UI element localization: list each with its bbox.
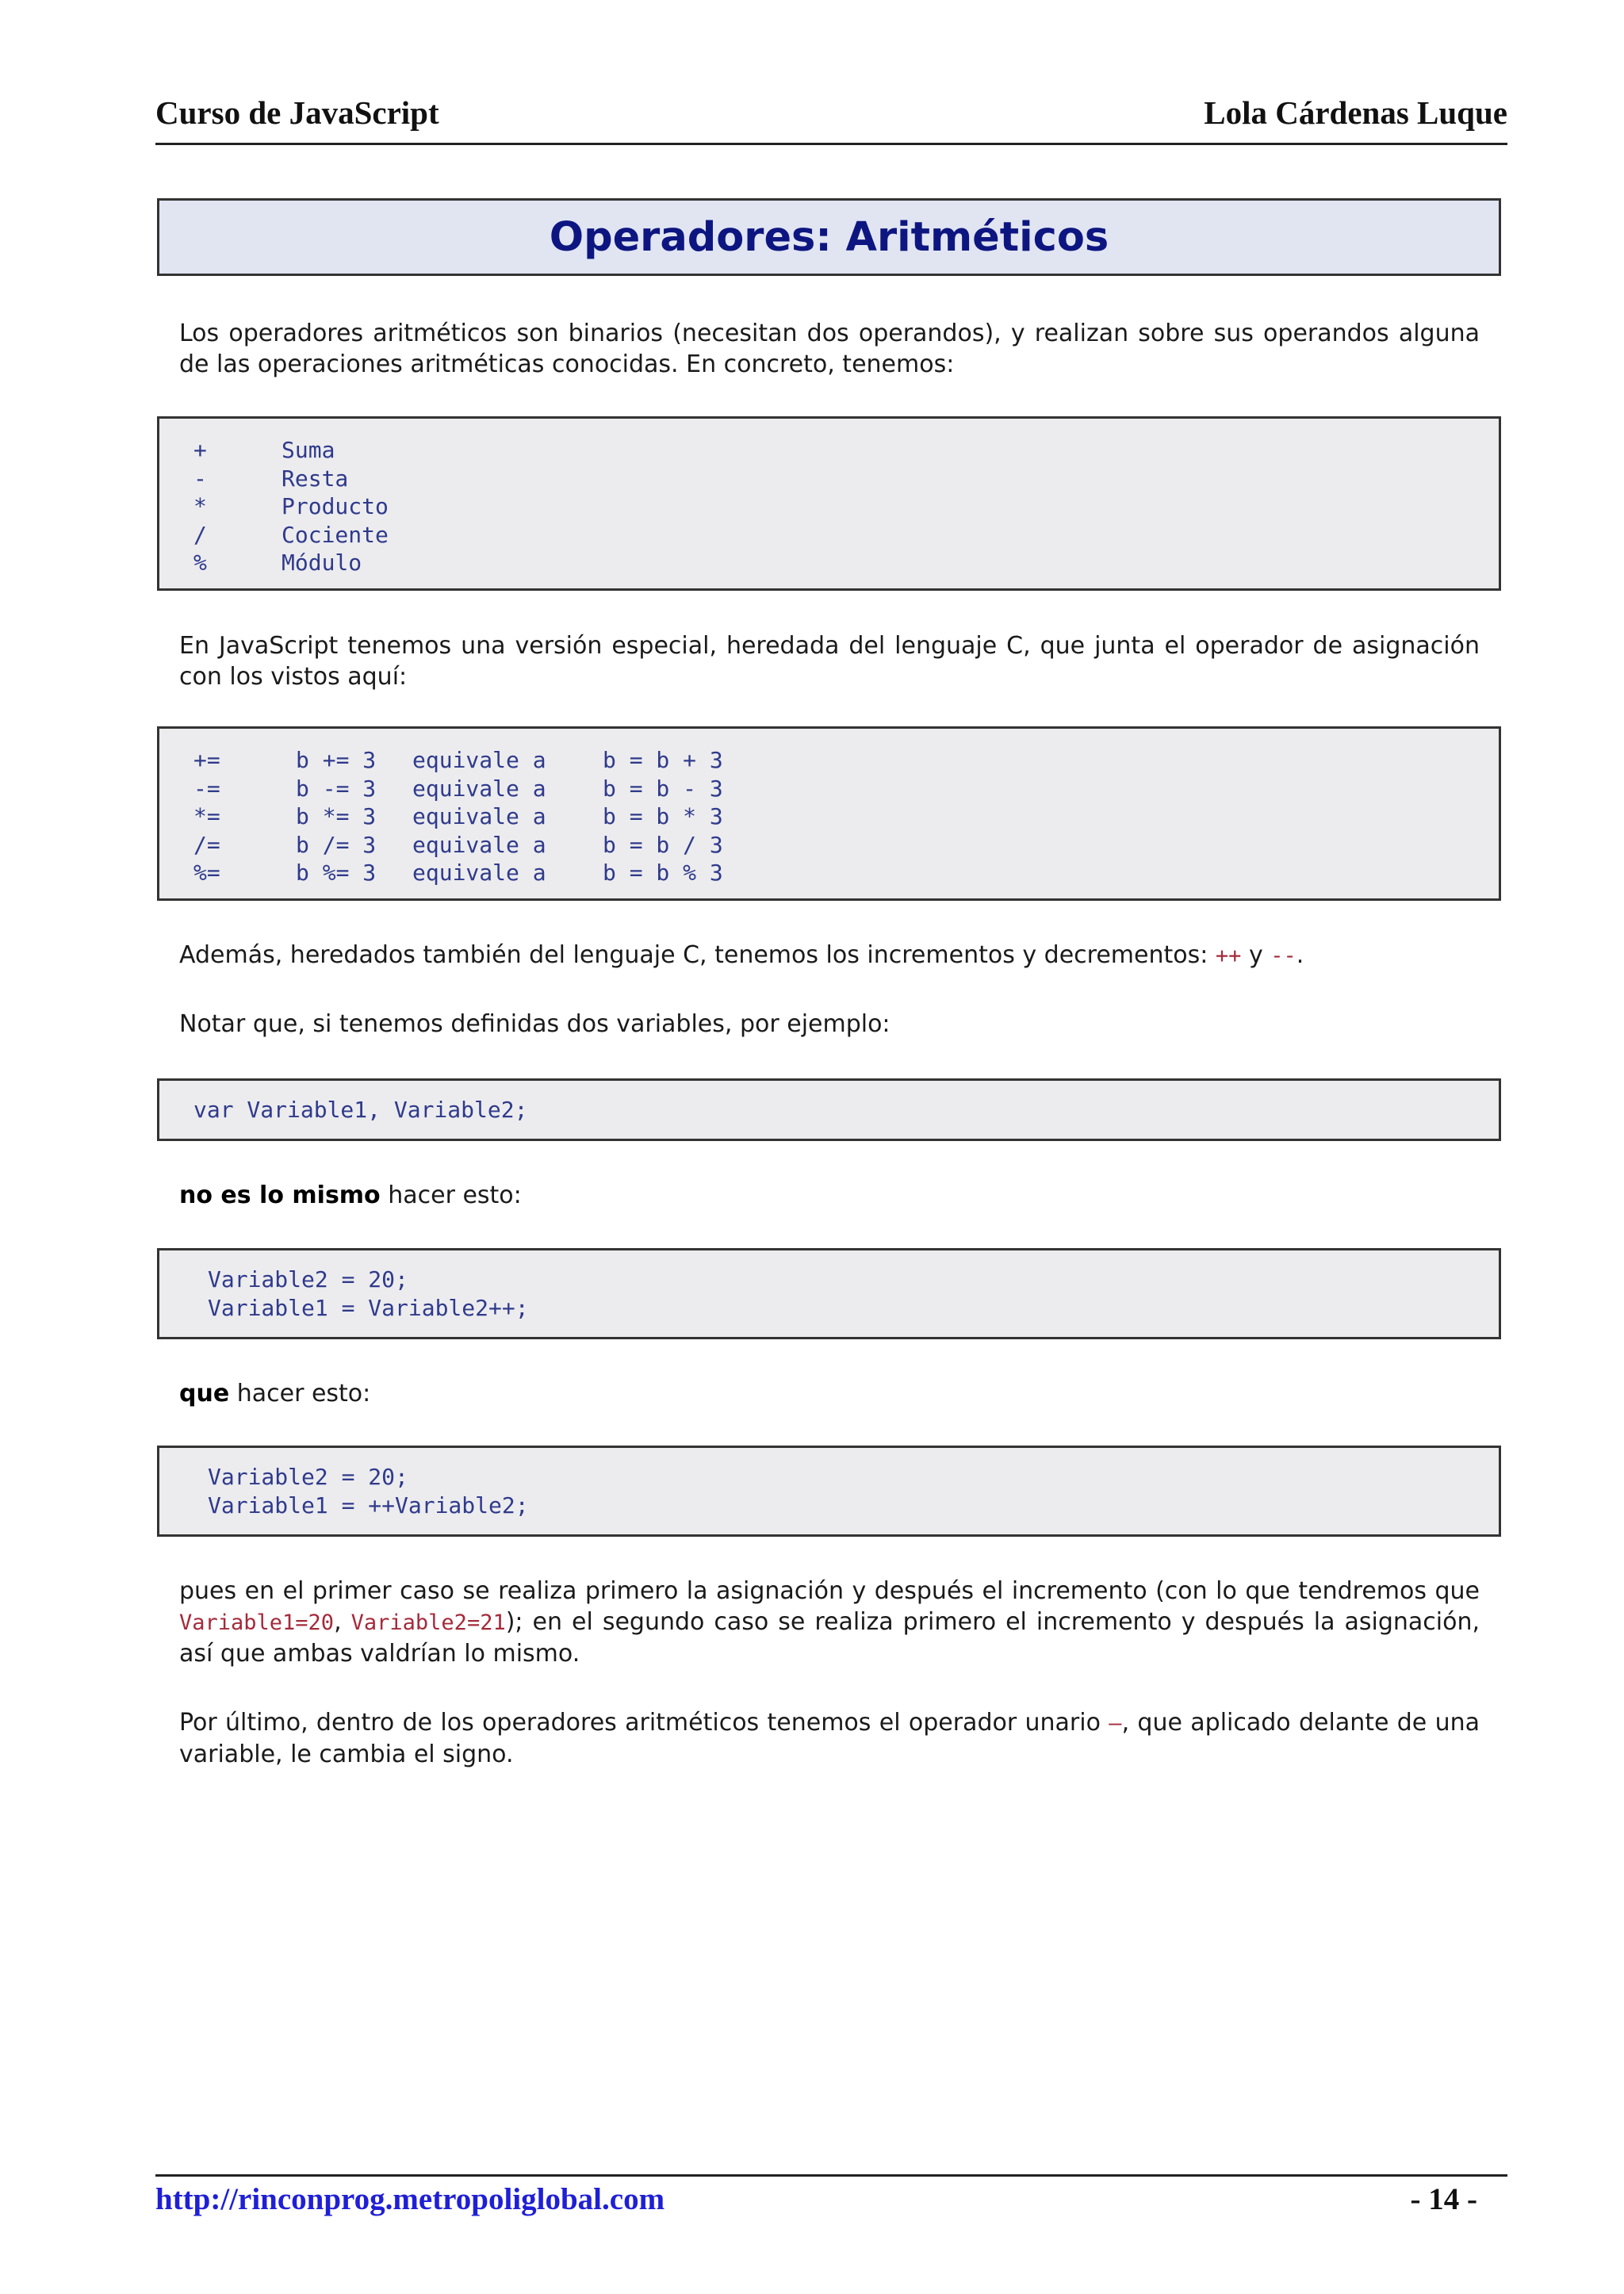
var-code-box — [157, 1078, 1501, 1141]
footer-url-link[interactable]: http://rinconprog.metropoliglobal.com — [155, 2182, 665, 2216]
unary-minus-operator: – — [1109, 1711, 1122, 1736]
assignment-row: *= b *= 3 equivale a b = b * 3 — [193, 803, 723, 829]
note-paragraph: Notar que, si tenemos definidas dos variables, por ejemplo: — [179, 1010, 891, 1038]
assignment-row: %= b %= 3 equivale a b = b % 3 — [193, 860, 723, 886]
incdec-paragraph: Además, heredados también del lenguaje C, tenemos los incrementos y decrementos: ++ y --. — [179, 941, 1304, 969]
code-line: var Variable1, Variable2; — [193, 1097, 528, 1123]
unary-paragraph: Por último, dentro de los operadores aritméticos tenemos el operador unario –, que aplicado delante de una variable, le cambia el signo. — [179, 1709, 1480, 1768]
page-number: - 14 - — [1410, 2182, 1477, 2216]
header-rule — [155, 143, 1507, 145]
increment-operator: ++ — [1215, 944, 1242, 968]
header-author: Lola Cárdenas Luque — [1204, 94, 1507, 131]
decrement-operator: -- — [1270, 944, 1297, 968]
assignment-code-box — [157, 726, 1501, 901]
preincrement-code-box — [157, 1446, 1501, 1537]
intro-paragraph: Los operadores aritméticos son binarios (necesitan dos operandos), y realizan sobre sus operandos alguna de las operaciones aritméticas conocidas. En concreto, tenemos: — [179, 320, 1480, 378]
code-line: Variable1 = Variable2++; — [208, 1294, 529, 1321]
footer-rule — [155, 2174, 1507, 2177]
que-emphasis: que — [179, 1380, 230, 1407]
assignment-intro-paragraph: En JavaScript tenemos una versión especial, heredada del lenguaje C, que junta el operador de asignación con los vistos aquí: — [179, 632, 1480, 691]
section-title-box — [157, 198, 1501, 276]
inline-code: Variable2=21 — [350, 1610, 506, 1635]
assignment-row: -= b -= 3 equivale a b = b - 3 — [193, 775, 723, 802]
que-paragraph: que hacer esto: — [179, 1380, 371, 1407]
explanation-paragraph: pues en el primer caso se realiza primero la asignación y después el incremento (con lo que tendremos que Variable1=20, Variable2=21); en el segundo caso se realiza primero el incremento y después la asignación, así que ambas valdrían lo mismo. — [179, 1577, 1480, 1668]
inline-code: Variable1=20 — [179, 1610, 335, 1635]
section-title: Operadores: Aritméticos — [549, 213, 1109, 261]
operator-row: + Suma — [193, 437, 335, 463]
assignment-row: += b += 3 equivale a b = b + 3 — [193, 747, 723, 773]
operator-row: - Resta — [193, 465, 349, 492]
code-line: Variable1 = ++Variable2; — [208, 1492, 529, 1518]
postincrement-code-box — [157, 1248, 1501, 1339]
not-same-paragraph: no es lo mismo hacer esto: — [179, 1181, 522, 1209]
header-course-title: Curso de JavaScript — [155, 94, 439, 131]
not-same-emphasis: no es lo mismo — [179, 1181, 381, 1209]
assignment-row: /= b /= 3 equivale a b = b / 3 — [193, 831, 723, 858]
operators-code-box — [157, 416, 1501, 591]
code-line: Variable2 = 20; — [208, 1464, 408, 1490]
operator-row: / Cociente — [193, 521, 389, 548]
operator-row: % Módulo — [193, 550, 362, 576]
operator-row: * Producto — [193, 493, 389, 519]
code-line: Variable2 = 20; — [208, 1266, 408, 1293]
